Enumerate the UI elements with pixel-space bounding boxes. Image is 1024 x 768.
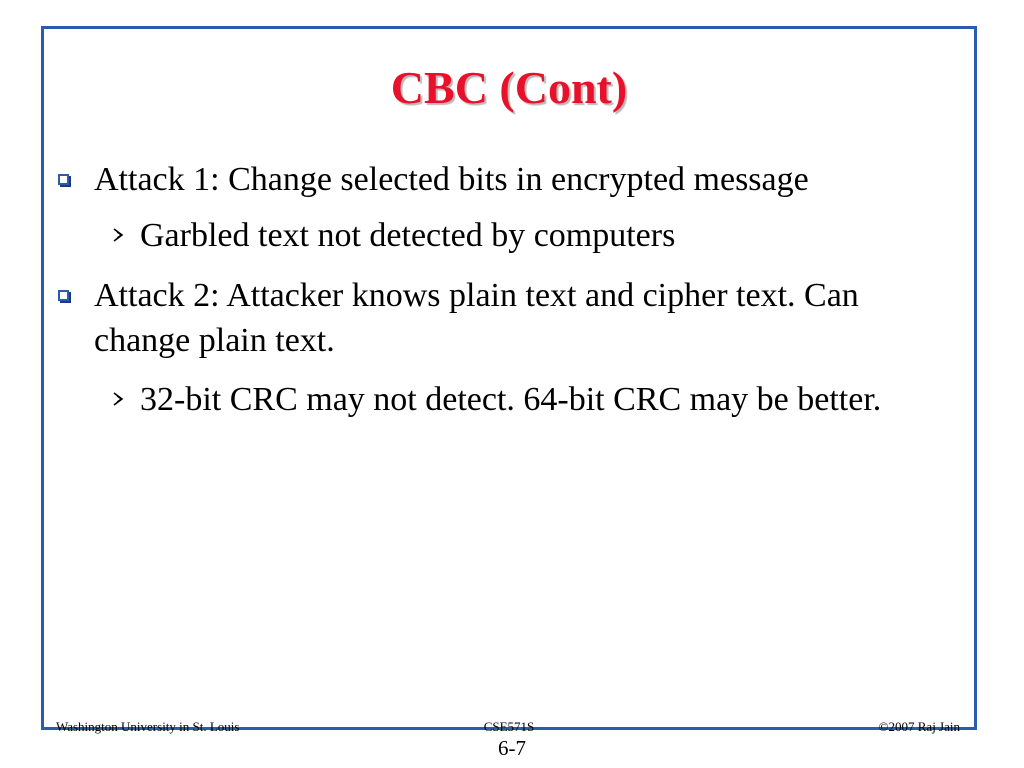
bullet-text: Attack 1: Change selected bits in encrypted message: [94, 161, 809, 198]
bullet-text: Attack 2: Attacker knows plain text and cipher text. Can change plain text.: [94, 277, 859, 359]
sub-bullet-item: [106, 213, 946, 258]
slide-frame: [41, 26, 977, 734]
slide-content: [44, 29, 974, 734]
footer-institution: Washington University in St. Louis: [56, 719, 240, 734]
square-bullet-icon: [58, 174, 69, 185]
slide-title: CBC (Cont): [390, 62, 628, 113]
bullet-item: [56, 273, 936, 363]
bullet-item: [56, 157, 936, 202]
sub-bullet-text: Garbled text not detected by computers: [140, 217, 676, 254]
square-bullet-icon: [58, 290, 69, 301]
footer-copyright: ©2007 Raj Jain: [878, 719, 960, 734]
sub-bullet-text: 32-bit CRC may not detect. 64-bit CRC may be better.: [140, 381, 882, 418]
page-number: 6-7: [498, 736, 526, 760]
chevron-arrow-bullet-icon: [112, 227, 126, 243]
chevron-arrow-bullet-icon: [112, 391, 126, 407]
sub-bullet-item: [106, 377, 946, 422]
footer-course: CSE571S: [483, 719, 535, 734]
